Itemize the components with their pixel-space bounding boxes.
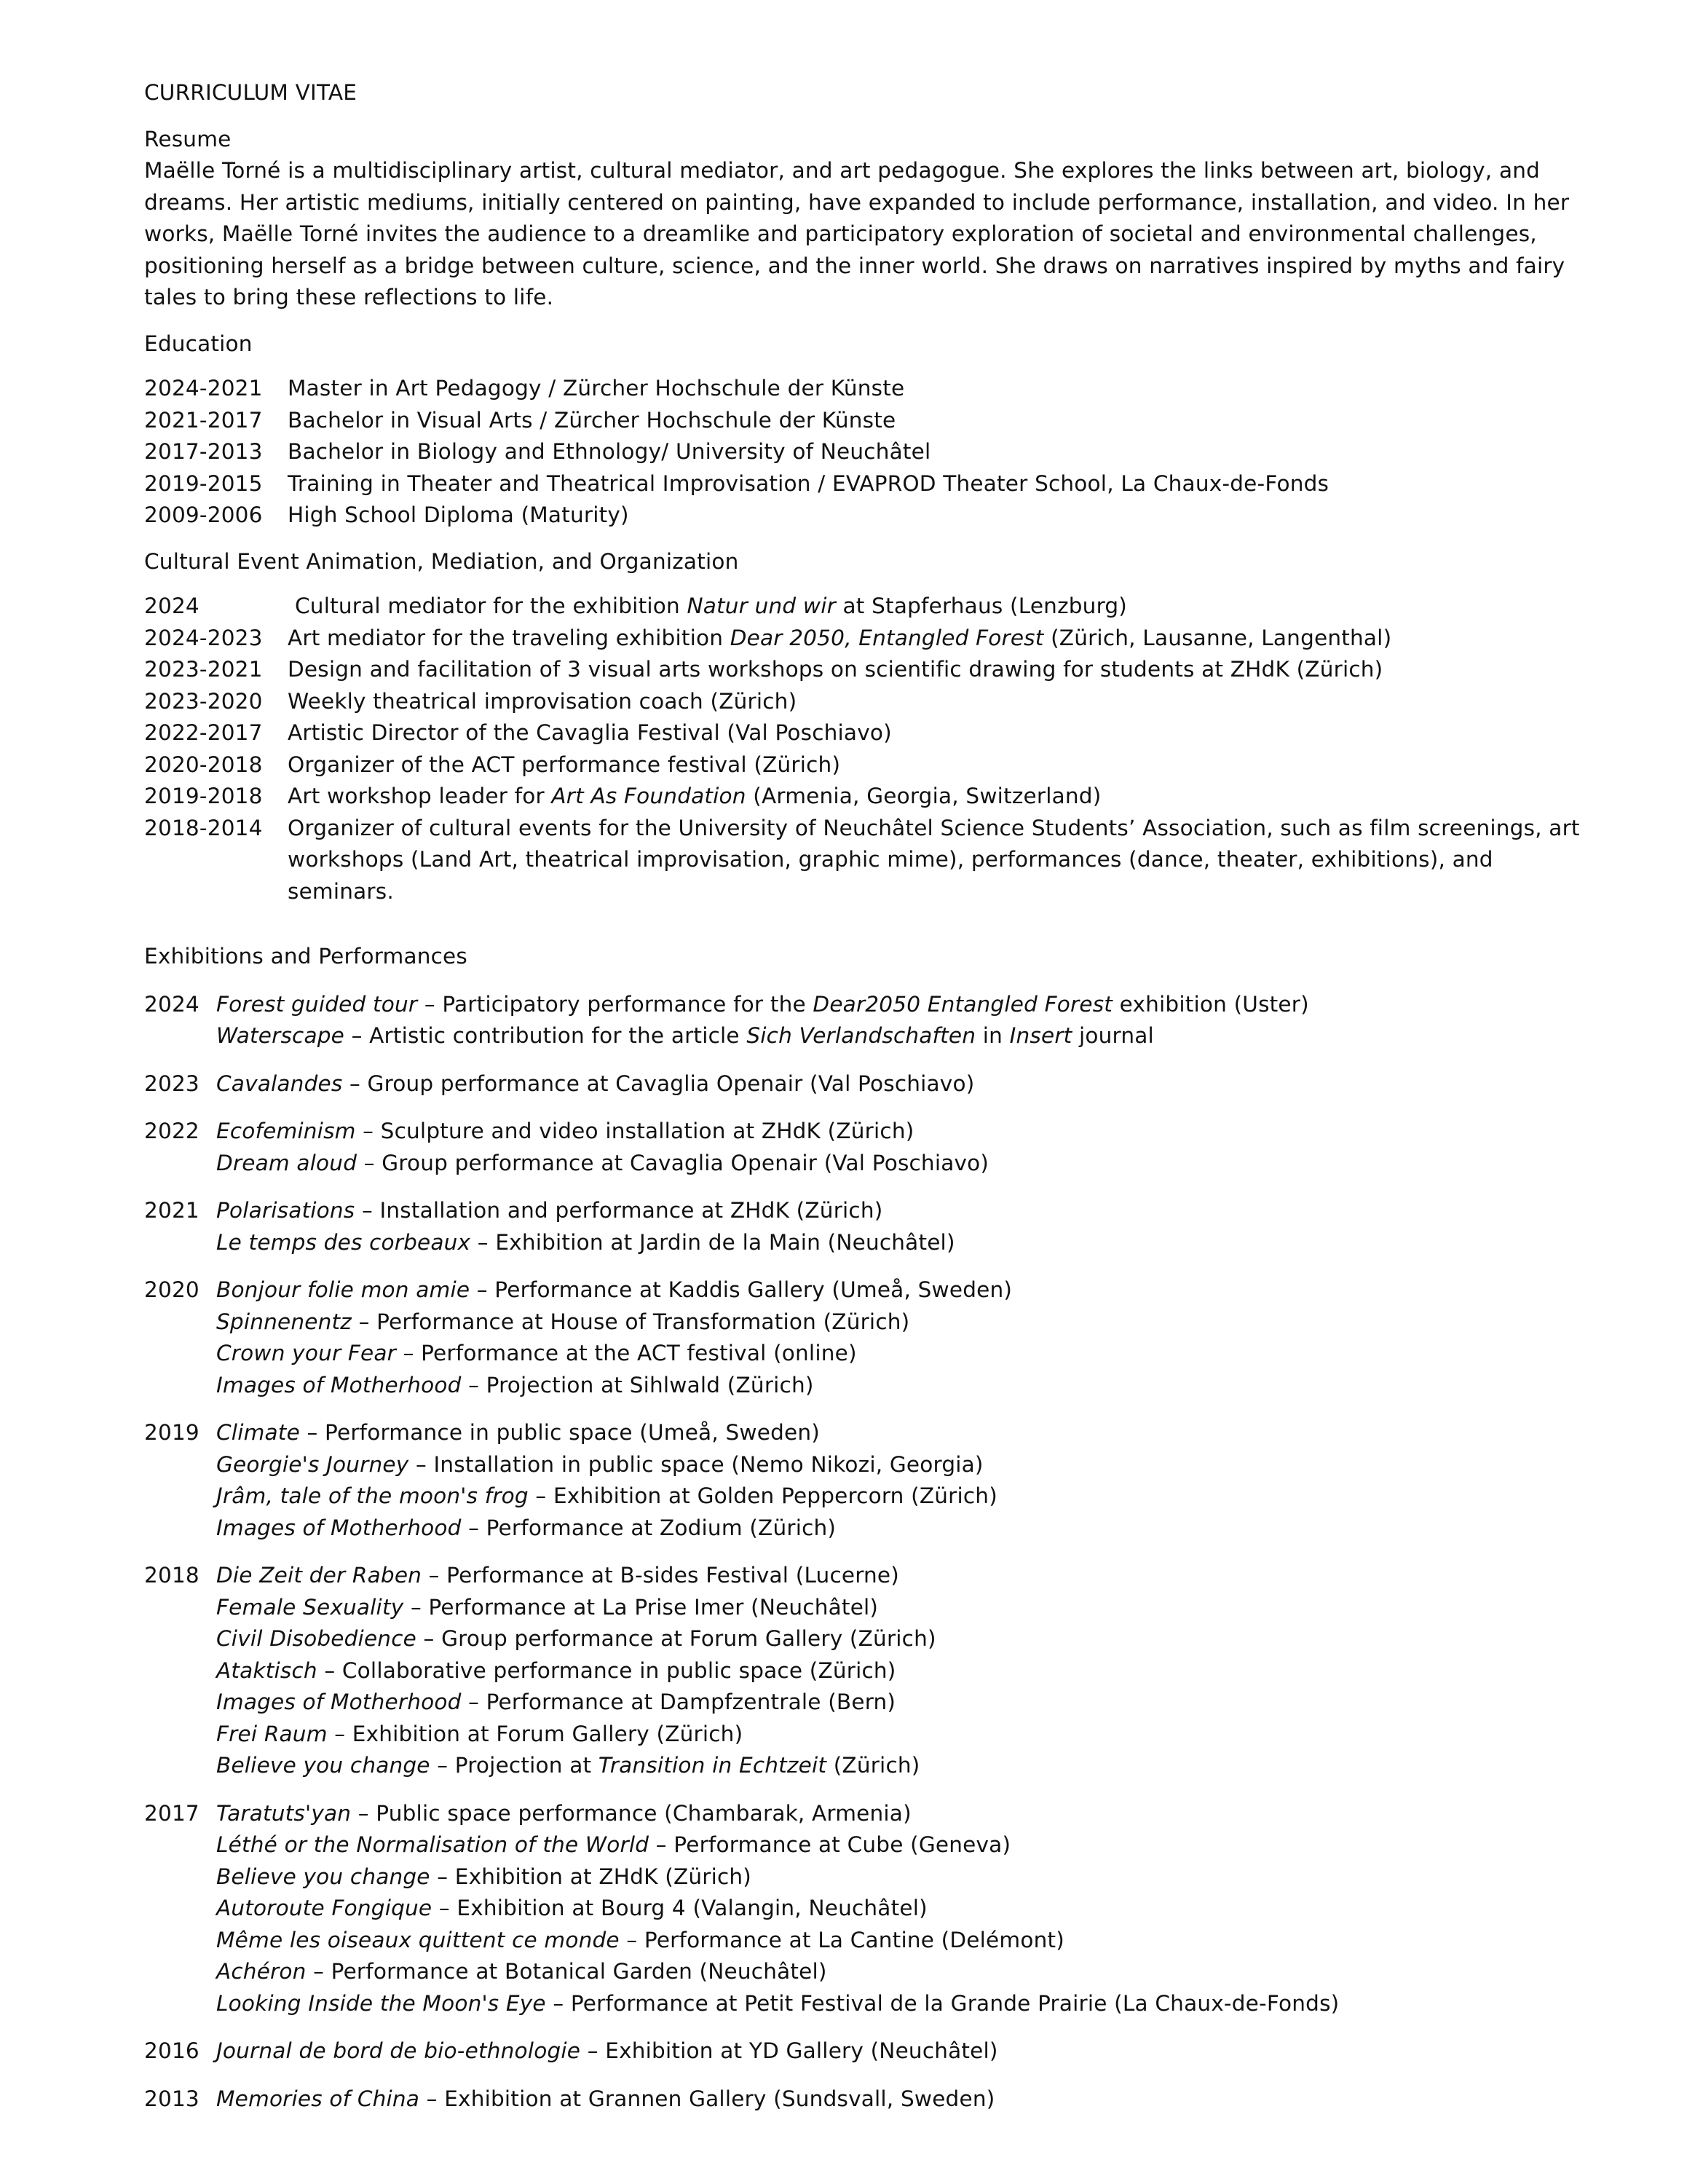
exhibition-description-cont: exhibition (Uster) bbox=[1113, 991, 1309, 1017]
exhibition-items bbox=[216, 2084, 1593, 2116]
cultural-text-pre: Design and facilitation of 3 visual arts workshops on scientific drawing for students at ZHdK (Zürich) bbox=[288, 657, 1383, 682]
exhibition-item bbox=[216, 1020, 1593, 1052]
cultural-text bbox=[288, 654, 1593, 686]
cultural-text bbox=[288, 749, 1593, 781]
cultural-text-title: Dear 2050, Entangled Forest bbox=[730, 625, 1044, 650]
cultural-text bbox=[288, 813, 1593, 908]
education-text: Training in Theater and Theatrical Improvisation / EVAPROD Theater School, La Chaux-de-Fonds bbox=[288, 470, 1329, 496]
exhibition-items bbox=[216, 1274, 1593, 1401]
exhibition-item bbox=[216, 1227, 1593, 1259]
exhibition-year-group bbox=[144, 1068, 1593, 1100]
cultural-row bbox=[144, 654, 1593, 686]
exhibition-year: 2016 bbox=[144, 2038, 199, 2063]
cultural-text-pre: Organizer of cultural events for the University of Neuchâtel Science Students’ Association, such as film screenings, art workshops (Land Art, theatrical improvisation, graphic mime), performances (dance, theater, exhibitions), and seminars. bbox=[288, 815, 1580, 904]
exhibition-item bbox=[216, 1513, 1593, 1545]
exhibition-description: – Public space performance (Chambarak, Armenia) bbox=[351, 1800, 912, 1826]
exhibition-description: – Installation and performance at ZHdK (Zürich) bbox=[355, 1198, 883, 1223]
exhibition-description: – Performance at La Prise Imer (Neuchâtel) bbox=[403, 1594, 879, 1620]
exhibition-work-title: Ecofeminism bbox=[216, 1119, 356, 1143]
cultural-text-post: (Armenia, Georgia, Switzerland) bbox=[746, 784, 1102, 808]
cultural-row bbox=[144, 717, 1593, 749]
exhibition-description: – Group performance at Forum Gallery (Zürich) bbox=[416, 1626, 936, 1651]
exhibition-work-title: Frei Raum bbox=[216, 1721, 328, 1746]
exhibition-work-title: Achéron bbox=[216, 1959, 307, 1984]
exhibition-year-group bbox=[144, 1798, 1593, 2020]
cultural-years: 2020-2018 bbox=[144, 752, 263, 777]
exhibition-description: – Exhibition at Bourg 4 (Valangin, Neuchâtel) bbox=[432, 1896, 928, 1920]
exhibition-description: – Performance at Kaddis Gallery (Umeå, Sweden) bbox=[470, 1277, 1013, 1302]
cultural-heading: Cultural Event Animation, Mediation, and Organization bbox=[144, 548, 739, 574]
exhibition-items bbox=[216, 1560, 1593, 1782]
cultural-text-pre: Art mediator for the traveling exhibition bbox=[288, 625, 730, 650]
education-text: Bachelor in Biology and Ethnology/ University of Neuchâtel bbox=[288, 439, 931, 464]
exhibitions-list bbox=[144, 989, 1593, 2116]
education-row bbox=[144, 373, 1593, 405]
education-years: 2024-2021 bbox=[144, 376, 263, 401]
exhibition-items bbox=[216, 1116, 1593, 1179]
cultural-text bbox=[288, 781, 1593, 813]
cultural-years: 2019-2018 bbox=[144, 784, 263, 808]
exhibition-description: – Exhibition at Golden Peppercorn (Zürich) bbox=[528, 1483, 997, 1508]
education-row bbox=[144, 468, 1593, 500]
cultural-years: 2018-2014 bbox=[144, 815, 263, 840]
cultural-text-post: at Stapferhaus (Lenzburg) bbox=[835, 594, 1128, 618]
exhibition-description: – Participatory performance for the bbox=[417, 991, 813, 1017]
exhibition-description: – Artistic contribution for the article bbox=[344, 1023, 747, 1048]
exhibition-item bbox=[216, 989, 1593, 1021]
cultural-row bbox=[144, 781, 1593, 813]
exhibition-work-title: Cavalandes bbox=[216, 1071, 343, 1096]
exhibition-item bbox=[216, 1719, 1593, 1751]
exhibition-description: – Projection at Sihlwald (Zürich) bbox=[461, 1372, 814, 1397]
resume-heading: Resume bbox=[144, 126, 232, 151]
exhibition-year: 2021 bbox=[144, 1198, 199, 1223]
exhibition-year: 2019 bbox=[144, 1420, 199, 1445]
exhibition-work-title: Female Sexuality bbox=[216, 1594, 404, 1620]
cultural-years: 2024 bbox=[144, 594, 199, 618]
cultural-text-pre: Art workshop leader for bbox=[288, 784, 552, 808]
exhibition-items bbox=[216, 989, 1593, 1052]
exhibition-item bbox=[216, 1829, 1593, 1861]
exhibition-work-title: Léthé or the Normalisation of the World bbox=[216, 1832, 649, 1857]
exhibition-year: 2017 bbox=[144, 1800, 199, 1826]
exhibition-work-title: Climate bbox=[216, 1420, 300, 1445]
exhibition-description: – Exhibition at ZHdK (Zürich) bbox=[430, 1864, 751, 1889]
cultural-text-pre: Organizer of the ACT performance festival (Zürich) bbox=[288, 752, 841, 777]
exhibition-description: – Performance at the ACT festival (online) bbox=[396, 1341, 857, 1365]
exhibition-year: 2018 bbox=[144, 1563, 199, 1588]
exhibition-description: – Performance at Cube (Geneva) bbox=[649, 1832, 1011, 1857]
exhibition-work-title: Autoroute Fongique bbox=[216, 1896, 432, 1920]
exhibition-year-group bbox=[144, 1417, 1593, 1544]
exhibition-description: – Group performance at Cavaglia Openair (Val Poschiavo) bbox=[342, 1071, 975, 1096]
education-row bbox=[144, 500, 1593, 532]
resume-text: Maëlle Torné is a multidisciplinary artist, cultural mediator, and art pedagogue. She explores the links between art, biology, and dreams. Her artistic mediums, initially centered on painting, have expanded to include performance, installation, and video. In her works, Maëlle Torné invites the audience to a dreamlike and participatory exploration of societal and environmental challenges, positioning herself as a bridge between culture, science, and the inner world. She draws on narratives inspired by myths and fairy tales to bring these reflections to life. bbox=[144, 158, 1570, 310]
exhibition-items bbox=[216, 1195, 1593, 1258]
exhibition-description: – Projection at bbox=[430, 1753, 598, 1778]
exhibition-venue-title: Dear2050 Entangled Forest bbox=[813, 991, 1113, 1017]
education-row bbox=[144, 436, 1593, 468]
exhibitions-heading: Exhibitions and Performances bbox=[144, 944, 467, 969]
exhibition-item bbox=[216, 1988, 1593, 2020]
exhibition-item bbox=[216, 1798, 1593, 1830]
exhibition-year-group bbox=[144, 989, 1593, 1052]
exhibition-year-group bbox=[144, 1195, 1593, 1258]
exhibition-work-title: Waterscape bbox=[216, 1023, 345, 1048]
exhibition-item bbox=[216, 1750, 1593, 1782]
exhibition-item bbox=[216, 1623, 1593, 1655]
exhibition-work-title: Images of Motherhood bbox=[216, 1372, 462, 1397]
exhibition-item bbox=[216, 1068, 1593, 1100]
exhibition-work-title: Journal de bord de bio-ethnologie bbox=[216, 2038, 581, 2063]
education-text: High School Diploma (Maturity) bbox=[288, 502, 629, 527]
exhibition-description: – Performance at B-sides Festival (Lucerne) bbox=[422, 1563, 899, 1588]
education-row bbox=[144, 405, 1593, 437]
cultural-row bbox=[144, 749, 1593, 781]
exhibition-work-title: Même les oiseaux quittent ce monde bbox=[216, 1927, 620, 1952]
exhibition-work-title: Images of Motherhood bbox=[216, 1690, 462, 1714]
exhibition-item bbox=[216, 1338, 1593, 1370]
exhibition-year-group bbox=[144, 1560, 1593, 1782]
exhibition-item bbox=[216, 1925, 1593, 1957]
exhibition-description: – Performance at Botanical Garden (Neuchâtel) bbox=[306, 1959, 827, 1984]
exhibition-item bbox=[216, 1956, 1593, 1988]
exhibition-description: – Collaborative performance in public space (Zürich) bbox=[317, 1657, 896, 1683]
exhibition-work-title: Civil Disobedience bbox=[216, 1626, 416, 1651]
cultural-text-pre: Weekly theatrical improvisation coach (Zürich) bbox=[288, 688, 797, 714]
cultural-years: 2023-2021 bbox=[144, 657, 263, 682]
exhibition-publication-title: Insert bbox=[1009, 1023, 1072, 1048]
cultural-text-title: Art As Foundation bbox=[551, 784, 746, 808]
exhibition-item bbox=[216, 1306, 1593, 1339]
exhibition-year-group bbox=[144, 1274, 1593, 1401]
education-list bbox=[144, 373, 1593, 532]
exhibition-item bbox=[216, 2035, 1593, 2067]
exhibition-year: 2022 bbox=[144, 1119, 199, 1143]
cultural-text-post: (Zürich, Lausanne, Langenthal) bbox=[1043, 625, 1392, 650]
exhibition-item bbox=[216, 1195, 1593, 1227]
exhibition-work-title: Die Zeit der Raben bbox=[216, 1563, 422, 1588]
exhibition-item bbox=[216, 1687, 1593, 1719]
cultural-years: 2022-2017 bbox=[144, 720, 263, 745]
exhibition-description: – Performance at La Cantine (Delémont) bbox=[619, 1927, 1064, 1952]
exhibition-item bbox=[216, 1592, 1593, 1624]
exhibition-description-cont: in bbox=[976, 1023, 1010, 1048]
exhibition-venue-title: Sich Verlandschaften bbox=[746, 1023, 976, 1048]
exhibition-work-title: Images of Motherhood bbox=[216, 1515, 462, 1540]
education-text: Bachelor in Visual Arts / Zürcher Hochschule der Künste bbox=[288, 407, 896, 433]
exhibition-items bbox=[216, 1068, 1593, 1100]
exhibition-description: – Performance at Zodium (Zürich) bbox=[461, 1515, 837, 1540]
exhibition-item bbox=[216, 1893, 1593, 1925]
cultural-years: 2024-2023 bbox=[144, 625, 263, 650]
exhibition-year: 2024 bbox=[144, 991, 199, 1017]
cultural-text bbox=[288, 686, 1593, 718]
exhibition-description: – Exhibition at Jardin de la Main (Neuchâtel) bbox=[470, 1229, 955, 1255]
exhibition-item bbox=[216, 1370, 1593, 1402]
exhibition-work-title: Believe you change bbox=[216, 1864, 430, 1889]
exhibition-item bbox=[216, 1417, 1593, 1449]
cultural-row bbox=[144, 686, 1593, 718]
exhibition-items bbox=[216, 1417, 1593, 1544]
exhibition-item bbox=[216, 1274, 1593, 1306]
exhibition-description: – Installation in public space (Nemo Nikozi, Georgia) bbox=[408, 1451, 984, 1477]
exhibition-description: – Performance at House of Transformation (Zürich) bbox=[352, 1309, 910, 1334]
exhibition-item bbox=[216, 1481, 1593, 1513]
exhibition-description: – Group performance at Cavaglia Openair (Val Poschiavo) bbox=[357, 1150, 989, 1175]
exhibition-year-group bbox=[144, 2084, 1593, 2116]
cultural-text bbox=[288, 717, 1593, 749]
education-years: 2017-2013 bbox=[144, 439, 263, 464]
exhibition-items bbox=[216, 1798, 1593, 2020]
exhibition-venue-title: Transition in Echtzeit bbox=[598, 1753, 827, 1778]
exhibition-item bbox=[216, 1449, 1593, 1481]
exhibition-year: 2020 bbox=[144, 1277, 199, 1302]
exhibition-description: – Exhibition at Grannen Gallery (Sundsvall, Sweden) bbox=[419, 2086, 995, 2111]
exhibition-item bbox=[216, 1116, 1593, 1148]
education-years: 2019-2015 bbox=[144, 470, 263, 496]
exhibition-year-group bbox=[144, 2035, 1593, 2067]
exhibition-work-title: Memories of China bbox=[216, 2086, 420, 2111]
exhibition-description: – Exhibition at YD Gallery (Neuchâtel) bbox=[580, 2038, 998, 2063]
exhibition-year: 2013 bbox=[144, 2086, 199, 2111]
education-heading: Education bbox=[144, 331, 253, 356]
exhibition-year-group bbox=[144, 1116, 1593, 1179]
cultural-text-pre: Artistic Director of the Cavaglia Festival (Val Poschiavo) bbox=[288, 720, 892, 745]
page-title: CURRICULUM VITAE bbox=[144, 80, 357, 105]
exhibition-item bbox=[216, 2084, 1593, 2116]
exhibition-work-title: Looking Inside the Moon's Eye bbox=[216, 1990, 546, 2016]
cultural-row bbox=[144, 813, 1593, 908]
cultural-row bbox=[144, 591, 1593, 623]
cultural-text bbox=[288, 591, 1593, 623]
exhibition-description-cont: (Zürich) bbox=[826, 1753, 920, 1778]
exhibition-item bbox=[216, 1560, 1593, 1592]
exhibition-description-end: journal bbox=[1072, 1023, 1154, 1048]
exhibition-work-title: Dream aloud bbox=[216, 1150, 357, 1175]
exhibition-year: 2023 bbox=[144, 1071, 199, 1096]
cultural-row bbox=[144, 623, 1593, 655]
exhibition-work-title: Georgie's Journey bbox=[216, 1451, 409, 1477]
education-text: Master in Art Pedagogy / Zürcher Hochschule der Künste bbox=[288, 376, 905, 401]
exhibition-item bbox=[216, 1861, 1593, 1893]
cultural-text-title: Natur und wir bbox=[687, 594, 836, 618]
exhibition-work-title: Le temps des corbeaux bbox=[216, 1229, 471, 1255]
exhibition-item bbox=[216, 1148, 1593, 1180]
exhibition-work-title: Forest guided tour bbox=[216, 991, 418, 1017]
exhibition-description: – Exhibition at Forum Gallery (Zürich) bbox=[327, 1721, 743, 1746]
exhibition-work-title: Believe you change bbox=[216, 1753, 430, 1778]
exhibition-work-title: Polarisations bbox=[216, 1198, 355, 1223]
exhibition-work-title: Ataktisch bbox=[216, 1657, 317, 1683]
exhibition-description: – Performance in public space (Umeå, Sweden) bbox=[299, 1420, 820, 1445]
exhibition-work-title: Taratuts'yan bbox=[216, 1800, 352, 1826]
exhibition-work-title: Crown your Fear bbox=[216, 1341, 397, 1365]
exhibition-item bbox=[216, 1655, 1593, 1687]
exhibition-description: – Performance at Dampfzentrale (Bern) bbox=[461, 1690, 896, 1714]
education-years: 2021-2017 bbox=[144, 407, 263, 433]
exhibition-description: – Sculpture and video installation at ZHdK (Zürich) bbox=[355, 1119, 914, 1143]
exhibition-description: – Performance at Petit Festival de la Grande Prairie (La Chaux-de-Fonds) bbox=[545, 1990, 1340, 2016]
education-years: 2009-2006 bbox=[144, 502, 263, 527]
exhibition-work-title: Jrâm, tale of the moon's frog bbox=[216, 1483, 529, 1508]
cultural-list bbox=[144, 591, 1593, 907]
cultural-text-pre: Cultural mediator for the exhibition bbox=[295, 594, 687, 618]
exhibition-work-title: Spinnenentz bbox=[216, 1309, 352, 1334]
exhibition-work-title: Bonjour folie mon amie bbox=[216, 1277, 470, 1302]
cv-page bbox=[144, 77, 1593, 2131]
cultural-text bbox=[288, 623, 1593, 655]
exhibition-items bbox=[216, 2035, 1593, 2067]
cultural-years: 2023-2020 bbox=[144, 688, 263, 714]
